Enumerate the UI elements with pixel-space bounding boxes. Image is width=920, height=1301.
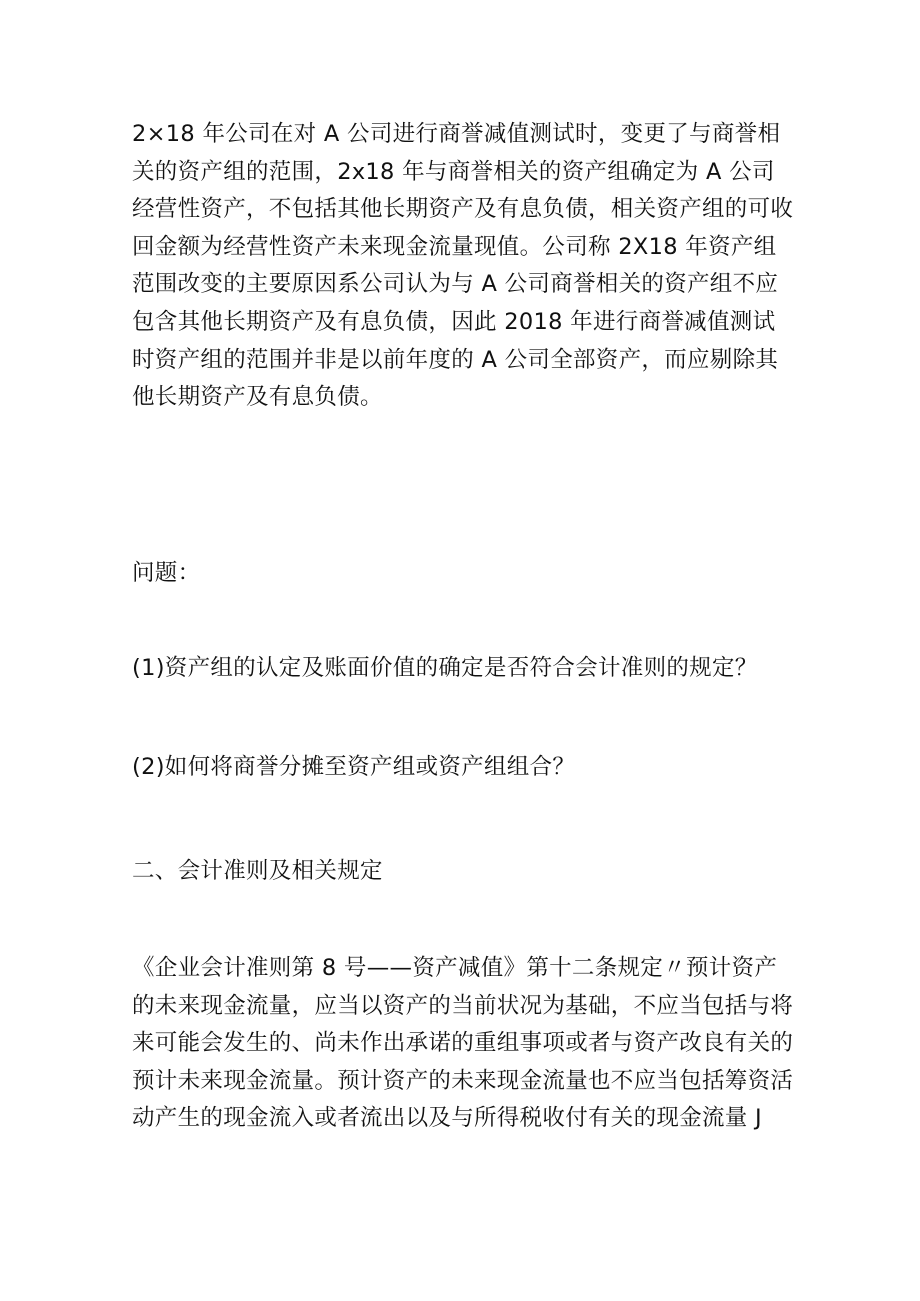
question-2: (2)如何将商誉分摊至资产组或资产组组合？ [132, 754, 576, 780]
paragraph-line: 经营性资产，不包括其他长期资产及有息负债，相关资产组的可收 [132, 196, 794, 223]
paragraph-line: 2×18 年公司在对 A 公司进行商誉减值测试时，变更了与商誉相 [132, 121, 781, 147]
paragraph-line: 包含其他长期资产及有息负债，因此 2018 年进行商誉减值测试 [132, 308, 776, 335]
paragraph-line: 预计未来现金流量。预计资产的未来现金流量也不应当包括筹资活 [132, 1067, 794, 1094]
paragraph-line: 动产生的现金流入或者流出以及与所得税收付有关的现金流量 J [132, 1105, 762, 1132]
paragraph-line: 范围改变的主要原因系公司认为与 A 公司商誉相关的资产组不应 [132, 271, 779, 298]
paragraph-line: 《企业会计准则第 8 号——资产减值》第十二条规定〃预计资产 [132, 955, 778, 981]
paragraph-goodwill-asset-group [132, 116, 802, 417]
questions-label: 问题： [132, 560, 201, 586]
paragraph-accounting-standard [132, 950, 802, 1138]
paragraph-line: 关的资产组的范围，2x18 年与商誉相关的资产组确定为 A 公司 [132, 158, 775, 185]
paragraph-line: 回金额为经营性资产未来现金流量现值。公司称 2X18 年资产组 [132, 233, 777, 260]
question-1: (1)资产组的认定及账面价值的确定是否符合会计准则的规定？ [132, 655, 758, 681]
paragraph-line: 来可能会发生的、尚未作出承诺的重组事项或者与资产改良有关的 [132, 1030, 794, 1057]
paragraph-line: 的未来现金流量，应当以资产的当前状况为基础，不应当包括与将 [132, 992, 794, 1019]
paragraph-line: 他长期资产及有息负债。 [132, 384, 383, 411]
section-heading: 二、会计准则及相关规定 [132, 858, 383, 884]
paragraph-line: 时资产组的范围并非是以前年度的 A 公司全部资产，而应剔除其 [132, 346, 779, 373]
